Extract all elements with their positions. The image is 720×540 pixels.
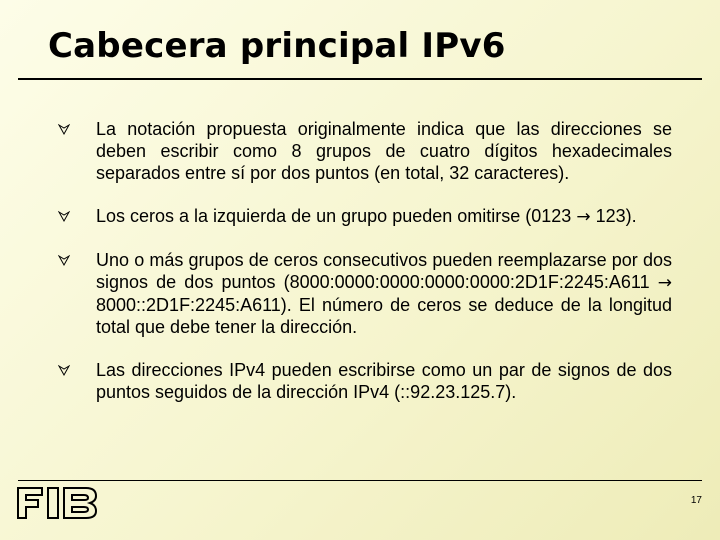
- arrow-right-icon: →: [657, 273, 672, 293]
- diamond-check-bullet-icon: [58, 122, 70, 136]
- diamond-check-bullet-icon: [58, 363, 70, 377]
- diamond-check-bullet-icon: [58, 209, 70, 223]
- bullet-text-continued: 123).: [590, 206, 637, 226]
- arrow-right-icon: →: [576, 207, 591, 227]
- bullet-item-notation: [58, 118, 672, 184]
- bullet-item-leading-zeros: [58, 205, 672, 228]
- bullet-list: [58, 118, 672, 424]
- bullet-item-ipv4: [58, 359, 672, 403]
- bullet-text: Uno o más grupos de ceros consecutivos pueden reemplazarse por dos signos de dos puntos (8000:0000:0000:0000:0000:2D1F:2245:A611: [96, 250, 672, 292]
- footer-divider: [18, 480, 702, 481]
- diamond-check-bullet-icon: [58, 253, 70, 267]
- bullet-text: Los ceros a la izquierda de un grupo pueden omitirse (0123: [96, 206, 577, 226]
- fib-logo: [16, 486, 98, 520]
- bullet-text-continued: 8000::2D1F:2245:A611). El número de ceros se deduce de la longitud total que debe tener la dirección.: [96, 295, 672, 337]
- bullet-text: Las direcciones IPv4 pueden escribirse como un par de signos de dos puntos seguidos de la dirección IPv4 (::92.23.125.7).: [96, 360, 672, 402]
- bullet-text: La notación propuesta originalmente indica que las direcciones se deben escribir como 8 grupos de cuatro dígitos hexadecimales separados entre sí por dos puntos (en total, 32 caracteres).: [96, 119, 672, 183]
- bullet-item-zero-groups: [58, 249, 672, 338]
- page-number: 17: [690, 495, 702, 506]
- slide-title: Cabecera principal IPv6: [48, 26, 506, 66]
- title-divider: [18, 78, 702, 80]
